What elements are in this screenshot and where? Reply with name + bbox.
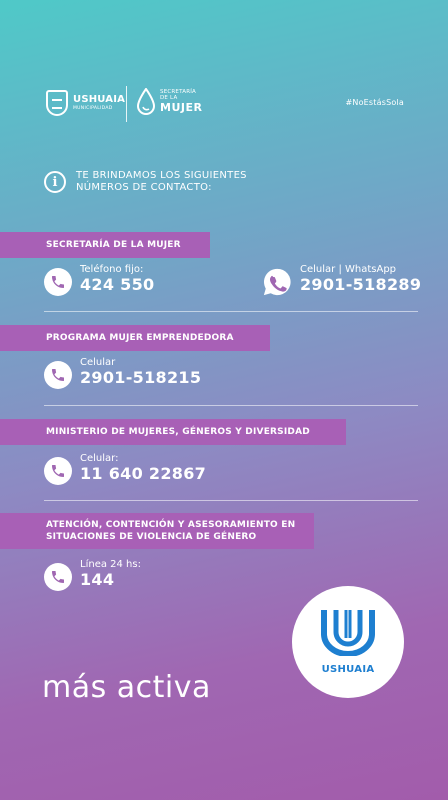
contact-number[interactable]: 2901-518215 [80,368,202,387]
phone-icon [44,268,72,296]
contact-number[interactable]: 144 [80,570,115,589]
badge-name: USHUAIA [321,664,375,675]
secretariat-line-2: DE LA [160,95,178,102]
contact-item-whatsapp[interactable] [262,265,421,297]
contact-label: Línea 24 hs: [80,559,141,570]
contact-item[interactable] [44,454,206,485]
divider [44,500,418,501]
section-title: ATENCIÓN, CONTENCIÓN Y ASESORAMIENTO EN SITUACIONES DE VIOLENCIA DE GÉNERO [46,520,296,542]
phone-icon [44,361,72,389]
header-divider [126,86,127,122]
contact-label: Teléfono fijo: [80,264,144,275]
contact-item[interactable] [44,265,154,296]
whatsapp-icon [262,267,292,297]
drop-icon [136,88,156,116]
municipality-logo [46,90,125,116]
intro [44,170,276,194]
section-band [0,232,210,258]
info-icon: i [44,171,66,193]
contact-label: Celular | WhatsApp [300,264,397,275]
phone-icon [44,457,72,485]
contact-item[interactable] [44,358,201,389]
secretariat-name: MUJER [160,100,203,114]
section-band [0,513,314,549]
contact-number[interactable]: 424 550 [80,275,155,294]
contact-number[interactable]: 2901-518289 [300,275,422,294]
ushuaia-logo-icon [320,608,376,656]
municipality-sub: MUNICIPALIDAD [73,105,113,111]
divider [44,311,418,312]
ushuaia-badge [292,586,404,698]
intro-text: TE BRINDAMOS LOS SIGUIENTES NÚMEROS DE CONTACTO: [76,170,247,193]
phone-icon [44,563,72,591]
contact-item[interactable] [44,560,141,591]
contact-label: Celular [80,357,116,368]
contact-number[interactable]: 11 640 22867 [80,464,207,483]
secretariat-line-1: SECRETARÍA [160,89,197,96]
section-band [0,419,346,445]
hashtag: #NoEstásSola [345,98,404,107]
shield-icon [46,90,68,116]
contact-label: Celular: [80,453,119,464]
divider [44,405,418,406]
section-title: MINISTERIO DE MUJERES, GÉNEROS Y DIVERSIDAD [46,427,310,437]
municipality-name: USHUAIA [73,93,126,105]
section-band [0,325,270,351]
slogan: más activa [42,670,211,705]
section-title: SECRETARÍA DE LA MUJER [46,240,181,250]
section-title: PROGRAMA MUJER EMPRENDEDORA [46,333,234,343]
secretariat-logo [136,88,202,116]
